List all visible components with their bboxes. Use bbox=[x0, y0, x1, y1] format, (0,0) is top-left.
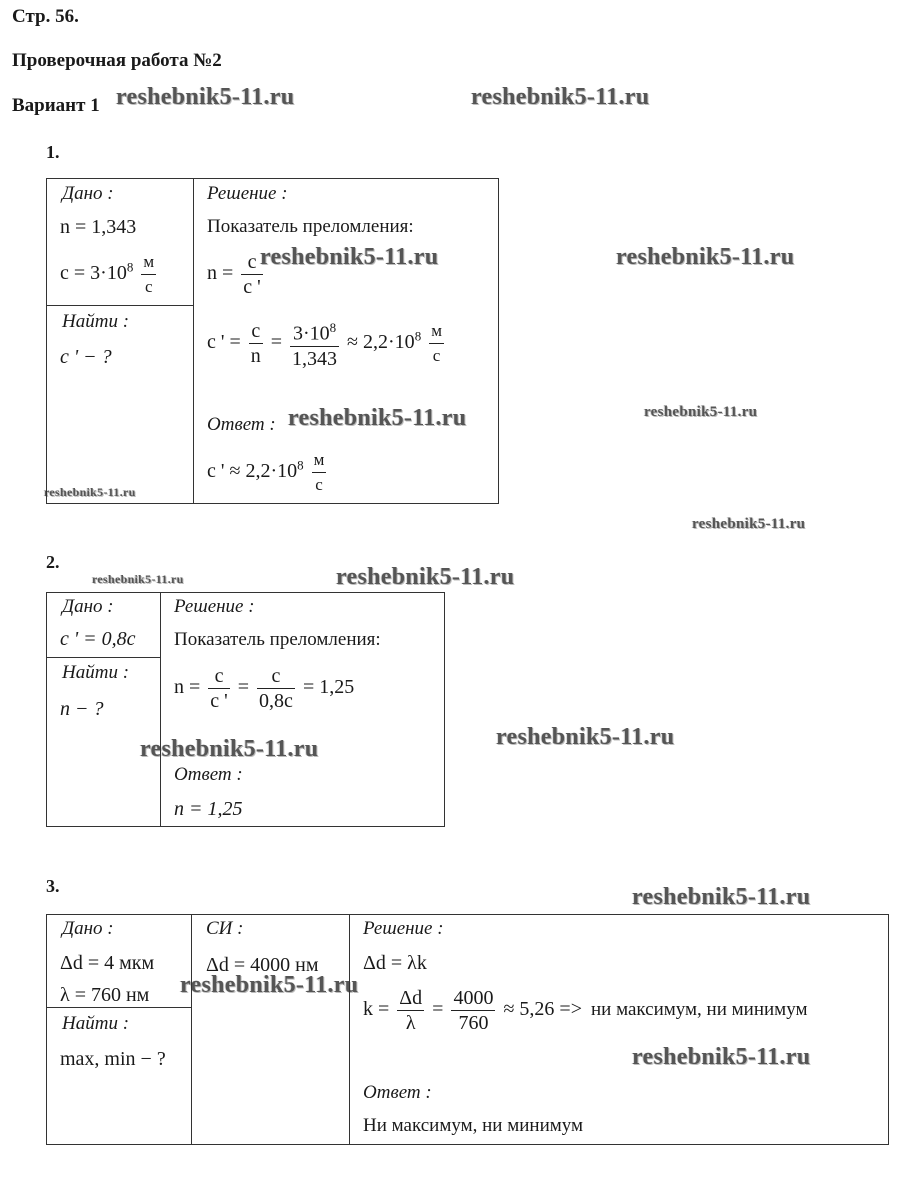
p2-given-value: c ' = 0,8c bbox=[60, 628, 136, 650]
problem-2-number: 2. bbox=[46, 552, 60, 572]
page-label: Стр. 56. bbox=[12, 6, 79, 27]
p3-given-lambda: λ = 760 нм bbox=[60, 984, 150, 1006]
watermark: reshebnik5-11.ru bbox=[471, 84, 650, 110]
p2-refraction-label: Показатель преломления: bbox=[174, 629, 381, 650]
problem-3-number: 3. bbox=[46, 876, 60, 896]
watermark: reshebnik5-11.ru bbox=[288, 405, 467, 431]
watermark: reshebnik5-11.ru bbox=[632, 884, 811, 910]
p1-calculation: c ' = $\frac{c}{n}$ = $\frac{3\cdot 10^8}{1,343}$ ≈ $2,2\cdot 10^8$ $\frac{м}{с}$ bbox=[207, 316, 447, 371]
p1-refraction-label: Показатель преломления: bbox=[207, 216, 414, 237]
watermark: reshebnik5-11.ru bbox=[116, 84, 295, 110]
p1-formula: n = $\frac{c}{c '}$ bbox=[207, 251, 261, 298]
watermark: reshebnik5-11.ru bbox=[260, 244, 439, 270]
p1-find-value: c ' − ? bbox=[60, 346, 112, 368]
variant-label: Вариант 1 bbox=[12, 95, 100, 116]
watermark: reshebnik5-11.ru bbox=[644, 404, 758, 420]
p3-given-d: Δd = 4 мкм bbox=[60, 952, 155, 974]
p3-si-cell bbox=[191, 914, 350, 1145]
p3-formula: Δd = λk bbox=[363, 952, 427, 974]
p3-find-label: Найти : bbox=[62, 1013, 130, 1034]
watermark: reshebnik5-11.ru bbox=[44, 485, 136, 499]
p2-formula: n = $\frac{c}{c '}$ = $\frac{c}{0,8c}$ = 1,25 bbox=[174, 665, 355, 712]
problem-1-number: 1. bbox=[46, 142, 60, 162]
p1-given-n: n = 1,343 bbox=[60, 216, 137, 238]
p1-answer-label: Ответ : bbox=[207, 414, 276, 435]
p1-find-cell bbox=[46, 305, 194, 504]
p1-solution-label: Решение : bbox=[207, 183, 288, 204]
p3-si-label: СИ : bbox=[206, 918, 244, 939]
p3-find-value: max, min − ? bbox=[60, 1048, 166, 1070]
watermark: reshebnik5-11.ru bbox=[616, 244, 795, 270]
p3-si-value: Δd = 4000 нм bbox=[206, 954, 319, 976]
p2-answer-value: n = 1,25 bbox=[174, 798, 243, 820]
p2-given-label: Дано : bbox=[62, 596, 114, 617]
p3-given-label: Дано : bbox=[62, 918, 114, 939]
p1-given-label: Дано : bbox=[62, 183, 114, 204]
watermark: reshebnik5-11.ru bbox=[496, 724, 675, 750]
watermark: reshebnik5-11.ru bbox=[180, 972, 359, 998]
watermark: reshebnik5-11.ru bbox=[92, 572, 184, 586]
p3-solution-label: Решение : bbox=[363, 918, 444, 939]
watermark: reshebnik5-11.ru bbox=[336, 564, 515, 590]
work-title: Проверочная работа №2 bbox=[12, 50, 222, 71]
watermark: reshebnik5-11.ru bbox=[140, 736, 319, 762]
watermark: reshebnik5-11.ru bbox=[632, 1044, 811, 1070]
p2-find-label: Найти : bbox=[62, 662, 130, 683]
p2-solution-label: Решение : bbox=[174, 596, 255, 617]
p1-given-c: $c = 3\cdot 10^8$ $\frac{м}{с}$ bbox=[60, 252, 155, 296]
p3-k-calculation: k = $\frac{\Delta d}{\lambda}$ = $\frac{4000}{760}$ ≈ 5,26 => ни максимум, ни минимум bbox=[363, 987, 808, 1034]
p3-answer-value: Ни максимум, ни минимум bbox=[363, 1115, 584, 1136]
p3-answer-label: Ответ : bbox=[363, 1082, 432, 1103]
watermark: reshebnik5-11.ru bbox=[692, 516, 806, 532]
p1-find-label: Найти : bbox=[62, 311, 130, 332]
p1-answer-value: c ' ≈ $2,2\cdot 10^8$ $\frac{м}{с}$ bbox=[207, 450, 325, 494]
p2-find-value: n − ? bbox=[60, 698, 104, 720]
p2-answer-label: Ответ : bbox=[174, 764, 243, 785]
